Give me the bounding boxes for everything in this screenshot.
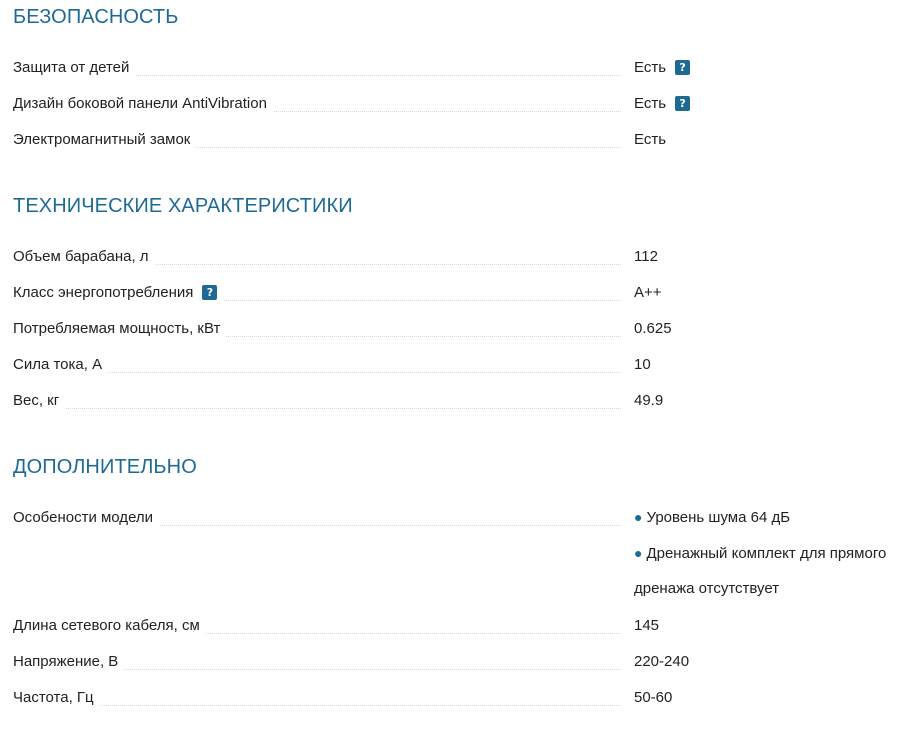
feature-item: ● Уровень шума 64 дБ	[634, 509, 791, 526]
section-title-technical: ТЕХНИЧЕСКИЕ ХАРАКТЕРИСТИКИ	[13, 195, 353, 217]
spec-row-child-lock	[13, 49, 908, 85]
spec-label: Потребляемая мощность, кВт	[13, 320, 226, 337]
spec-row-current	[13, 346, 908, 382]
spec-label: Объем барабана, л	[13, 248, 155, 265]
feature-item: ● Дренажный комплект для прямого	[634, 545, 887, 562]
spec-row-energy-class	[13, 274, 908, 310]
spec-label: Длина сетевого кабеля, см	[13, 617, 206, 634]
spec-row-cable-length	[13, 607, 908, 643]
spec-label: Особености модели	[13, 509, 159, 526]
section-additional	[13, 450, 908, 706]
spec-label: Сила тока, А	[13, 356, 108, 373]
spec-value: Есть	[634, 58, 667, 76]
spec-value: 145	[634, 616, 660, 634]
spec-value: 10	[634, 355, 651, 373]
spec-row-model-features	[13, 499, 908, 607]
spec-label: Частота, Гц	[13, 689, 100, 706]
bullet-icon: ●	[634, 509, 643, 525]
spec-label: Дизайн боковой панели AntiVibration	[13, 95, 273, 112]
feature-item-continuation: дренажа отсутствует	[634, 580, 780, 597]
bullet-icon: ●	[634, 545, 643, 561]
spec-label: Класс энергопотребления	[13, 283, 194, 301]
help-icon[interactable]: ?	[675, 60, 690, 75]
spec-row-power	[13, 310, 908, 346]
spec-value: 112	[634, 247, 658, 265]
spec-value: 220-240	[634, 652, 690, 670]
section-title-safety: БЕЗОПАСНОСТЬ	[13, 6, 179, 28]
spec-row-antivibration	[13, 85, 908, 121]
spec-value: 49.9	[634, 391, 664, 409]
spec-value: A++	[634, 283, 662, 301]
section-safety	[13, 0, 908, 148]
spec-value: 50-60	[634, 688, 673, 706]
help-icon[interactable]: ?	[675, 96, 690, 111]
spec-label: Напряжение, В	[13, 653, 124, 670]
spec-label: Электромагнитный замок	[13, 131, 196, 148]
spec-label: Защита от детей	[13, 59, 135, 76]
help-icon[interactable]: ?	[202, 285, 217, 300]
spec-row-frequency	[13, 679, 908, 715]
spec-row-drum-volume	[13, 238, 908, 274]
section-technical	[13, 189, 908, 409]
spec-label: Вес, кг	[13, 392, 65, 409]
spec-value: 0.625	[634, 319, 672, 337]
spec-value: Есть	[634, 130, 667, 148]
feature-list	[634, 499, 913, 607]
section-title-additional: ДОПОЛНИТЕЛЬНО	[13, 456, 197, 478]
spec-row-electromagnetic-lock	[13, 121, 908, 157]
spec-row-voltage	[13, 643, 908, 679]
spec-row-weight	[13, 382, 908, 418]
spec-value: Есть	[634, 94, 667, 112]
